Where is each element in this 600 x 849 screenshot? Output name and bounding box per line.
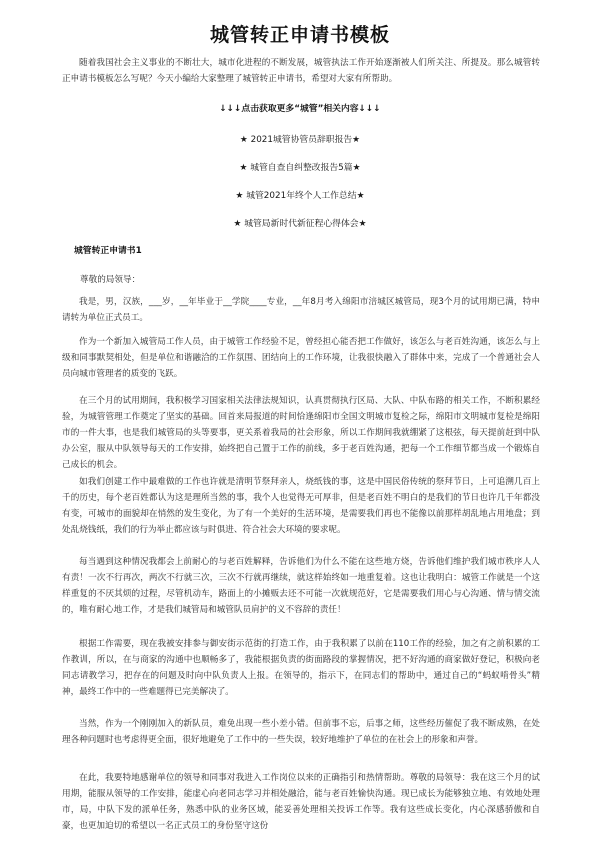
section-heading: 城管转正申请书1 <box>74 246 142 256</box>
body-paragraph-5: 每当遇到这种情况我都会上前耐心的与老百姓解释，告诉他们为什么不能在这些地方烧，告诉他们维护我们城市秩序人人有责！一次不行再次，两次不行就三次，三次不行就再继续，就这样始终如一地重复着。这也让我明白：城管工作就是一个这样重复的不厌其烦的过程，尽管机动车，路面上的小摊贩去还不可能一次就规范好，它是需要我们用心与心沟通、情与情交流的，唯有耐心地工作，才是我们城管局和城管队员肩护的义不容辞的责任！ <box>62 557 540 615</box>
salutation: 尊敬的局领导： <box>80 275 141 285</box>
body-paragraph-2: 作为一个新加入城管局工作人员，由于城管工作经验不足，曾经担心能否把工作做好，该怎么与老百姓沟通，该怎么与上级和同事默契相处，但是单位和谐融洽的工作氛围、团结向上的工作环境，让我很快融入了群体中来，完成了一个普通社会人员向城市管理者的质变的飞跃。 <box>62 337 540 379</box>
body-paragraph-3: 在三个月的试用期间，我积极学习国家相关法律法规知识，认真贯彻执行区局、大队、中队布路的相关工作，不断积累经验，为城管管理工作奠定了坚实的基础。回首来局报道的时间恰逢绵阳市全国文明城市复检之际，绵阳市文明城市复检是绵阳市的一件大事，也是我们城管局的头等要事，更关系着我局的社会形象，所以工作期间我就绷紧了这根弦，每天提前赶到中队办公室，服从中队领导每天的工作安排，始终把自己置于工作的前线，多于老百姓沟通，把每一个工作细节都当成一个锻炼自己成长的机会。 <box>62 396 540 470</box>
body-paragraph-8: 在此，我要特地感谢单位的领导和同事对我进入工作岗位以来的正确指引和热情帮助。尊敬的局领导：我在这三个月的试用期，能服从领导的工作安排，能虚心向老同志学习并相处融洽，能与老百姓愉快沟通。现已成长为能够独立地、有效地处理市，局，中队下发的派单任务，熟悉中队的业务区域，能妥善处理相关投诉工作等。我有这些成长变化，内心深感骄傲和自豪，也更加迫切的希望以一名正式员工的身份坚守这份 <box>62 773 540 831</box>
related-link-3[interactable]: ★ 城管2021年终个人工作总结★ <box>235 191 365 201</box>
related-link-2[interactable]: ★ 城管自查自纠整改报告5篇★ <box>239 163 361 173</box>
related-link-4[interactable]: ★ 城管局新时代新征程心得体会★ <box>233 219 367 229</box>
related-link-1[interactable]: ★ 2021城管协管员辞职报告★ <box>239 135 361 145</box>
related-content-header[interactable]: ↓↓↓点击获取更多“城管”相关内容↓↓↓ <box>219 104 381 114</box>
body-paragraph-4: 如我们创建工作中最难做的工作也许就是清明节祭拜亲人，烧纸钱的事，这是中国民俗传统的祭拜节日，上可追溯几百上千的历史，每个老百姓都认为这是理所当然的事，我个人也觉得无可厚非，但是老百姓不明白的是我们的节日也许几千年都没有变，可城市的面貌却在悄然的发生变化，为了有一个美好的生活环境，是需要我们再也不能像以前那样胡乱地占用地盘；到处乱烧钱纸，我们的行为举止都应该与时俱进、符合社会大环境的要求呢。 <box>62 477 540 535</box>
body-paragraph-1: 我是，男，汉族，___岁，__年毕业于__学院____专业，__年8月考入绵阳市涪城区城管局，现3个月的试用期已满，特申请转为单位正式员工。 <box>62 297 540 323</box>
page-title: 城管转正申请书模板 <box>209 24 390 46</box>
intro-paragraph: 随着我国社会主义事业的不断壮大，城市化进程的不断发展，城管执法工作开始逐渐被人们所关注、所提及。那么城管转正申请书模板怎么写呢？今天小编给大家整理了城管转正申请书，希望对大家有所帮助。 <box>62 58 540 84</box>
body-paragraph-7: 当然，作为一个刚刚加入的新队员，难免出现一些小差小错。但前事不忘，后事之师，这些经历催促了我不断成熟，在处理各种问题时也考虑得更全面，很好地避免了工作中的一些失误，较好地维护了单位的在社会上的形象和声誉。 <box>62 719 540 745</box>
body-paragraph-6: 根据工作需要，现在我被安排参与御安街示范街的打造工作，由于我积累了以前在110工作的经验，加之有之前积累的工作教训，所以，在与商家的沟通中也顺畅多了，我能根据负责的街面路段的掌握情况，把不好沟通的商家做好登记，积极向老同志请教学习，把存在的问题及时向中队负责人上报。在领导的，指示下，在同志们的帮助中，通过自己的“蚂蚁啃骨头”精神，最终工作中的一些难题得已完美解决了。 <box>62 639 540 697</box>
